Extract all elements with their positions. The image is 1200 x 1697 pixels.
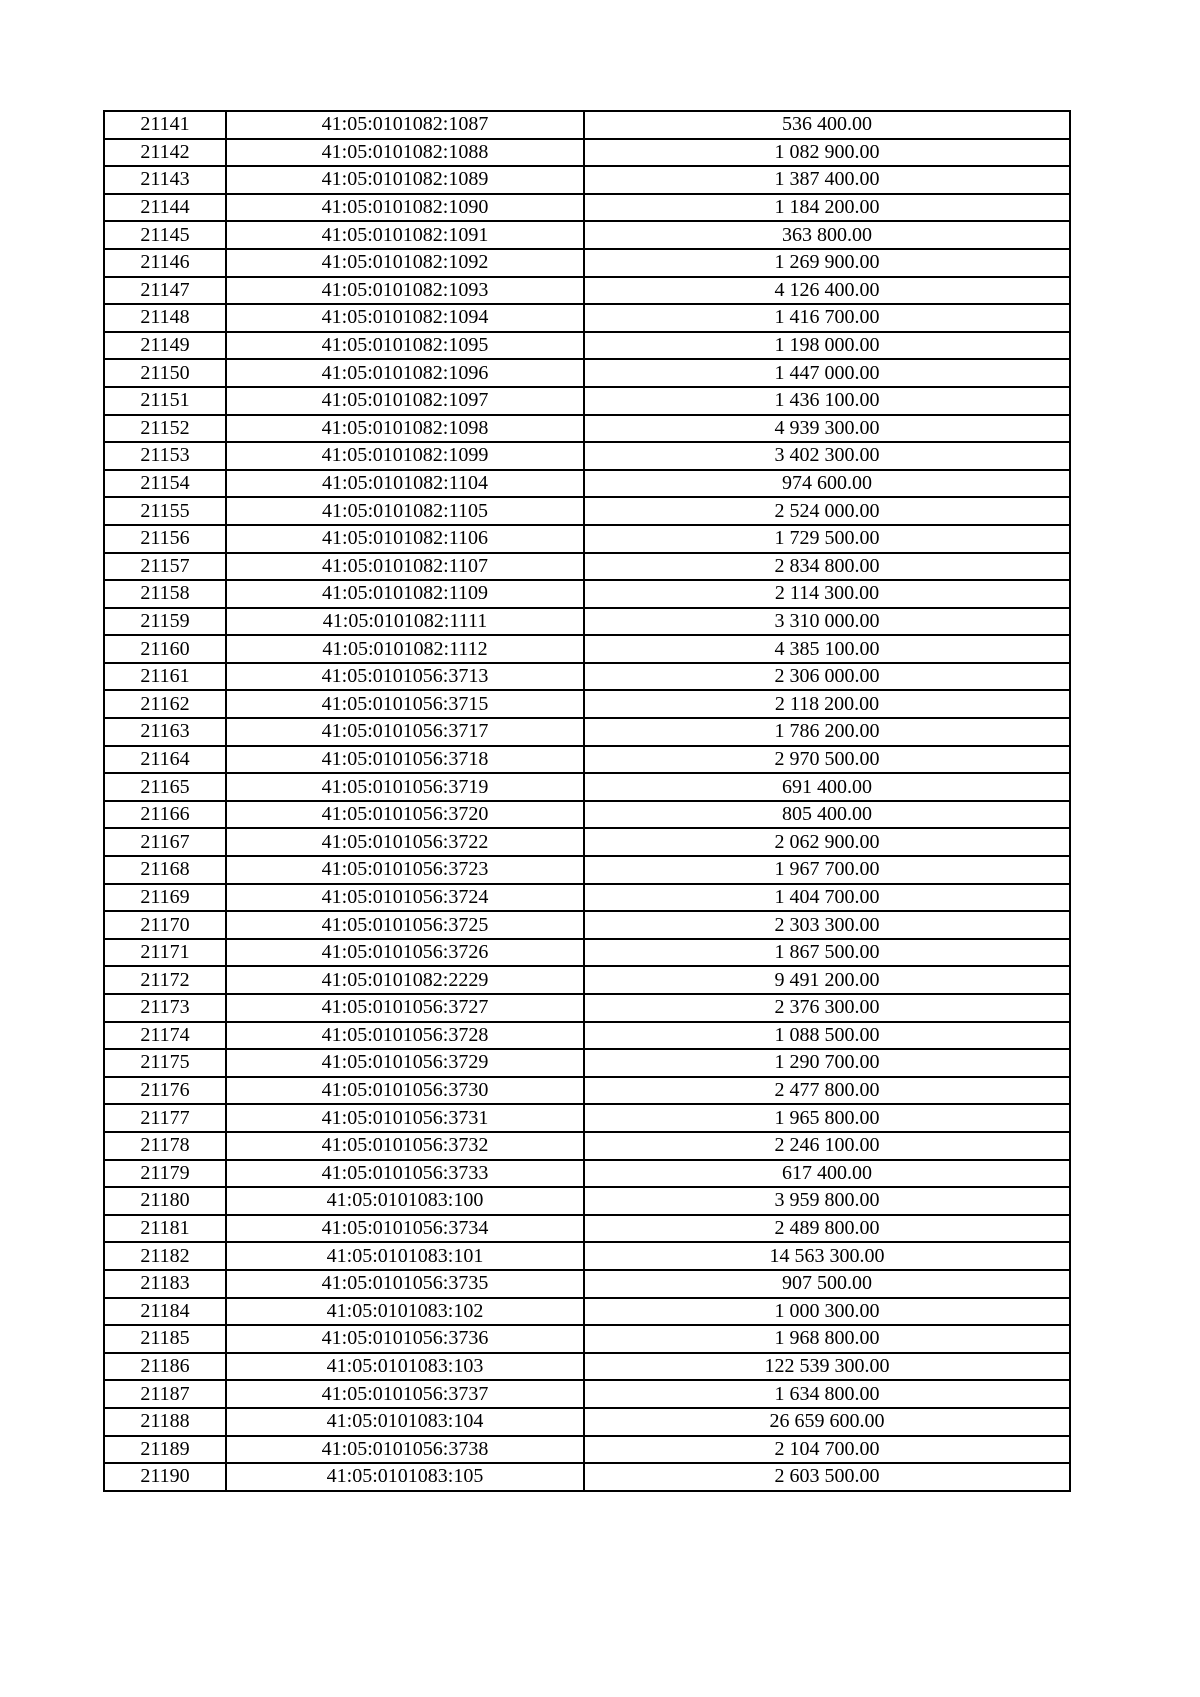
row-number-cell: 21149: [104, 332, 226, 360]
row-number-cell: 21161: [104, 663, 226, 691]
cadastral-number-cell: 41:05:0101083:104: [226, 1408, 584, 1436]
cadastral-number-cell: 41:05:0101056:3734: [226, 1215, 584, 1243]
row-number-cell: 21169: [104, 884, 226, 912]
cadastral-value-cell: 1 088 500.00: [584, 1022, 1070, 1050]
table-row: [104, 1104, 1070, 1132]
table-row: [104, 221, 1070, 249]
cadastral-number-cell: 41:05:0101082:1092: [226, 249, 584, 277]
row-number-cell: 21168: [104, 856, 226, 884]
cadastral-value-cell: 691 400.00: [584, 773, 1070, 801]
table-row: [104, 635, 1070, 663]
cadastral-number-cell: 41:05:0101056:3735: [226, 1270, 584, 1298]
table-row: [104, 111, 1070, 139]
cadastral-value-cell: 2 062 900.00: [584, 828, 1070, 856]
row-number-cell: 21186: [104, 1353, 226, 1381]
cadastral-value-cell: 2 489 800.00: [584, 1215, 1070, 1243]
cadastral-value-cell: 1 000 300.00: [584, 1298, 1070, 1326]
cadastral-value-cell: 1 082 900.00: [584, 139, 1070, 167]
row-number-cell: 21154: [104, 470, 226, 498]
row-number-cell: 21157: [104, 553, 226, 581]
table-row: [104, 277, 1070, 305]
row-number-cell: 21164: [104, 746, 226, 774]
cadastral-number-cell: 41:05:0101056:3727: [226, 994, 584, 1022]
row-number-cell: 21178: [104, 1132, 226, 1160]
table-row: [104, 939, 1070, 967]
cadastral-number-cell: 41:05:0101082:1097: [226, 387, 584, 415]
row-number-cell: 21182: [104, 1242, 226, 1270]
cadastral-value-cell: 2 118 200.00: [584, 690, 1070, 718]
cadastral-value-cell: 2 303 300.00: [584, 911, 1070, 939]
cadastral-value-cell: 974 600.00: [584, 470, 1070, 498]
cadastral-value-cell: 805 400.00: [584, 801, 1070, 829]
table-row: [104, 1242, 1070, 1270]
row-number-cell: 21171: [104, 939, 226, 967]
row-number-cell: 21143: [104, 166, 226, 194]
table-row: [104, 856, 1070, 884]
cadastral-number-cell: 41:05:0101056:3737: [226, 1380, 584, 1408]
table-row: [104, 332, 1070, 360]
cadastral-value-cell: 1 184 200.00: [584, 194, 1070, 222]
cadastral-value-cell: 14 563 300.00: [584, 1242, 1070, 1270]
cadastral-value-cell: 363 800.00: [584, 221, 1070, 249]
row-number-cell: 21188: [104, 1408, 226, 1436]
cadastral-number-cell: 41:05:0101082:1091: [226, 221, 584, 249]
row-number-cell: 21148: [104, 304, 226, 332]
cadastral-number-cell: 41:05:0101082:1112: [226, 635, 584, 663]
table-row: [104, 690, 1070, 718]
cadastral-value-cell: 2 376 300.00: [584, 994, 1070, 1022]
cadastral-value-cell: 2 603 500.00: [584, 1463, 1070, 1491]
cadastral-value-table: [103, 110, 1071, 1492]
cadastral-number-cell: 41:05:0101082:1098: [226, 415, 584, 443]
table-row: [104, 1353, 1070, 1381]
table-row: [104, 442, 1070, 470]
table-row: [104, 1187, 1070, 1215]
cadastral-number-cell: 41:05:0101056:3723: [226, 856, 584, 884]
cadastral-value-cell: 617 400.00: [584, 1160, 1070, 1188]
table-row: [104, 470, 1070, 498]
cadastral-number-cell: 41:05:0101082:1094: [226, 304, 584, 332]
cadastral-value-cell: 3 402 300.00: [584, 442, 1070, 470]
cadastral-number-cell: 41:05:0101056:3731: [226, 1104, 584, 1132]
row-number-cell: 21187: [104, 1380, 226, 1408]
cadastral-value-cell: 4 939 300.00: [584, 415, 1070, 443]
cadastral-number-cell: 41:05:0101056:3736: [226, 1325, 584, 1353]
cadastral-number-cell: 41:05:0101082:2229: [226, 966, 584, 994]
row-number-cell: 21144: [104, 194, 226, 222]
cadastral-value-cell: 2 970 500.00: [584, 746, 1070, 774]
row-number-cell: 21162: [104, 690, 226, 718]
row-number-cell: 21165: [104, 773, 226, 801]
row-number-cell: 21166: [104, 801, 226, 829]
row-number-cell: 21184: [104, 1298, 226, 1326]
table-row: [104, 1380, 1070, 1408]
cadastral-value-cell: 2 306 000.00: [584, 663, 1070, 691]
table-row: [104, 497, 1070, 525]
table-row: [104, 1325, 1070, 1353]
cadastral-number-cell: 41:05:0101056:3732: [226, 1132, 584, 1160]
cadastral-number-cell: 41:05:0101082:1099: [226, 442, 584, 470]
row-number-cell: 21183: [104, 1270, 226, 1298]
cadastral-value-cell: 9 491 200.00: [584, 966, 1070, 994]
table-row: [104, 911, 1070, 939]
row-number-cell: 21147: [104, 277, 226, 305]
row-number-cell: 21173: [104, 994, 226, 1022]
row-number-cell: 21177: [104, 1104, 226, 1132]
table-row: [104, 580, 1070, 608]
cadastral-value-cell: 122 539 300.00: [584, 1353, 1070, 1381]
cadastral-value-cell: 26 659 600.00: [584, 1408, 1070, 1436]
cadastral-value-cell: 1 198 000.00: [584, 332, 1070, 360]
cadastral-value-cell: 1 447 000.00: [584, 359, 1070, 387]
cadastral-value-cell: 2 834 800.00: [584, 553, 1070, 581]
table-row: [104, 1270, 1070, 1298]
cadastral-value-cell: 3 959 800.00: [584, 1187, 1070, 1215]
cadastral-number-cell: 41:05:0101056:3715: [226, 690, 584, 718]
cadastral-number-cell: 41:05:0101083:105: [226, 1463, 584, 1491]
row-number-cell: 21158: [104, 580, 226, 608]
row-number-cell: 21175: [104, 1049, 226, 1077]
cadastral-value-cell: 1 786 200.00: [584, 718, 1070, 746]
cadastral-number-cell: 41:05:0101056:3713: [226, 663, 584, 691]
row-number-cell: 21190: [104, 1463, 226, 1491]
table-row: [104, 663, 1070, 691]
table-row: [104, 718, 1070, 746]
cadastral-value-cell: 1 436 100.00: [584, 387, 1070, 415]
cadastral-number-cell: 41:05:0101082:1089: [226, 166, 584, 194]
cadastral-number-cell: 41:05:0101056:3717: [226, 718, 584, 746]
row-number-cell: 21189: [104, 1436, 226, 1464]
row-number-cell: 21170: [104, 911, 226, 939]
cadastral-number-cell: 41:05:0101056:3720: [226, 801, 584, 829]
cadastral-number-cell: 41:05:0101082:1087: [226, 111, 584, 139]
cadastral-number-cell: 41:05:0101082:1095: [226, 332, 584, 360]
cadastral-number-cell: 41:05:0101056:3729: [226, 1049, 584, 1077]
cadastral-value-cell: 1 968 800.00: [584, 1325, 1070, 1353]
cadastral-number-cell: 41:05:0101056:3730: [226, 1077, 584, 1105]
table-row: [104, 801, 1070, 829]
cadastral-number-cell: 41:05:0101082:1093: [226, 277, 584, 305]
table-row: [104, 525, 1070, 553]
row-number-cell: 21151: [104, 387, 226, 415]
row-number-cell: 21163: [104, 718, 226, 746]
row-number-cell: 21167: [104, 828, 226, 856]
cadastral-number-cell: 41:05:0101083:103: [226, 1353, 584, 1381]
cadastral-number-cell: 41:05:0101056:3724: [226, 884, 584, 912]
row-number-cell: 21172: [104, 966, 226, 994]
row-number-cell: 21142: [104, 139, 226, 167]
table-row: [104, 828, 1070, 856]
table-row: [104, 994, 1070, 1022]
table-row: [104, 1049, 1070, 1077]
row-number-cell: 21156: [104, 525, 226, 553]
cadastral-number-cell: 41:05:0101082:1109: [226, 580, 584, 608]
cadastral-value-cell: 907 500.00: [584, 1270, 1070, 1298]
cadastral-number-cell: 41:05:0101082:1088: [226, 139, 584, 167]
cadastral-number-cell: 41:05:0101056:3728: [226, 1022, 584, 1050]
table-row: [104, 746, 1070, 774]
cadastral-value-cell: 4 126 400.00: [584, 277, 1070, 305]
cadastral-value-cell: 1 387 400.00: [584, 166, 1070, 194]
row-number-cell: 21155: [104, 497, 226, 525]
table-row: [104, 1022, 1070, 1050]
table-row: [104, 1408, 1070, 1436]
row-number-cell: 21145: [104, 221, 226, 249]
row-number-cell: 21176: [104, 1077, 226, 1105]
table-row: [104, 1160, 1070, 1188]
cadastral-value-cell: 2 246 100.00: [584, 1132, 1070, 1160]
table-row: [104, 387, 1070, 415]
cadastral-value-cell: 1 416 700.00: [584, 304, 1070, 332]
row-number-cell: 21180: [104, 1187, 226, 1215]
cadastral-number-cell: 41:05:0101082:1105: [226, 497, 584, 525]
table-row: [104, 1132, 1070, 1160]
table-body: [104, 111, 1070, 1491]
table-row: [104, 139, 1070, 167]
cadastral-value-cell: 2 477 800.00: [584, 1077, 1070, 1105]
table-row: [104, 415, 1070, 443]
table-row: [104, 884, 1070, 912]
cadastral-number-cell: 41:05:0101082:1104: [226, 470, 584, 498]
table-row: [104, 1463, 1070, 1491]
cadastral-number-cell: 41:05:0101082:1107: [226, 553, 584, 581]
table-row: [104, 304, 1070, 332]
cadastral-value-cell: 1 967 700.00: [584, 856, 1070, 884]
cadastral-number-cell: 41:05:0101083:101: [226, 1242, 584, 1270]
cadastral-value-cell: 1 269 900.00: [584, 249, 1070, 277]
table-row: [104, 1298, 1070, 1326]
row-number-cell: 21181: [104, 1215, 226, 1243]
table-row: [104, 194, 1070, 222]
cadastral-number-cell: 41:05:0101056:3726: [226, 939, 584, 967]
table-row: [104, 1215, 1070, 1243]
row-number-cell: 21160: [104, 635, 226, 663]
row-number-cell: 21152: [104, 415, 226, 443]
cadastral-number-cell: 41:05:0101082:1106: [226, 525, 584, 553]
table-row: [104, 1077, 1070, 1105]
cadastral-number-cell: 41:05:0101056:3718: [226, 746, 584, 774]
row-number-cell: 21185: [104, 1325, 226, 1353]
cadastral-value-cell: 1 404 700.00: [584, 884, 1070, 912]
row-number-cell: 21159: [104, 608, 226, 636]
cadastral-value-cell: 1 729 500.00: [584, 525, 1070, 553]
cadastral-number-cell: 41:05:0101082:1111: [226, 608, 584, 636]
cadastral-number-cell: 41:05:0101083:102: [226, 1298, 584, 1326]
cadastral-value-cell: 2 114 300.00: [584, 580, 1070, 608]
cadastral-value-cell: 3 310 000.00: [584, 608, 1070, 636]
row-number-cell: 21146: [104, 249, 226, 277]
row-number-cell: 21179: [104, 1160, 226, 1188]
cadastral-number-cell: 41:05:0101056:3738: [226, 1436, 584, 1464]
cadastral-value-cell: 2 104 700.00: [584, 1436, 1070, 1464]
cadastral-number-cell: 41:05:0101082:1090: [226, 194, 584, 222]
table-row: [104, 966, 1070, 994]
table-row: [104, 773, 1070, 801]
table-row: [104, 1436, 1070, 1464]
cadastral-value-cell: 1 634 800.00: [584, 1380, 1070, 1408]
table-row: [104, 249, 1070, 277]
row-number-cell: 21153: [104, 442, 226, 470]
row-number-cell: 21150: [104, 359, 226, 387]
cadastral-value-cell: 1 965 800.00: [584, 1104, 1070, 1132]
cadastral-number-cell: 41:05:0101082:1096: [226, 359, 584, 387]
table-row: [104, 166, 1070, 194]
cadastral-number-cell: 41:05:0101056:3722: [226, 828, 584, 856]
cadastral-value-cell: 1 290 700.00: [584, 1049, 1070, 1077]
cadastral-number-cell: 41:05:0101056:3719: [226, 773, 584, 801]
table-row: [104, 359, 1070, 387]
cadastral-value-cell: 536 400.00: [584, 111, 1070, 139]
cadastral-number-cell: 41:05:0101056:3725: [226, 911, 584, 939]
cadastral-number-cell: 41:05:0101056:3733: [226, 1160, 584, 1188]
cadastral-value-cell: 4 385 100.00: [584, 635, 1070, 663]
cadastral-value-cell: 1 867 500.00: [584, 939, 1070, 967]
row-number-cell: 21174: [104, 1022, 226, 1050]
cadastral-value-cell: 2 524 000.00: [584, 497, 1070, 525]
cadastral-number-cell: 41:05:0101083:100: [226, 1187, 584, 1215]
row-number-cell: 21141: [104, 111, 226, 139]
table-row: [104, 553, 1070, 581]
table-row: [104, 608, 1070, 636]
